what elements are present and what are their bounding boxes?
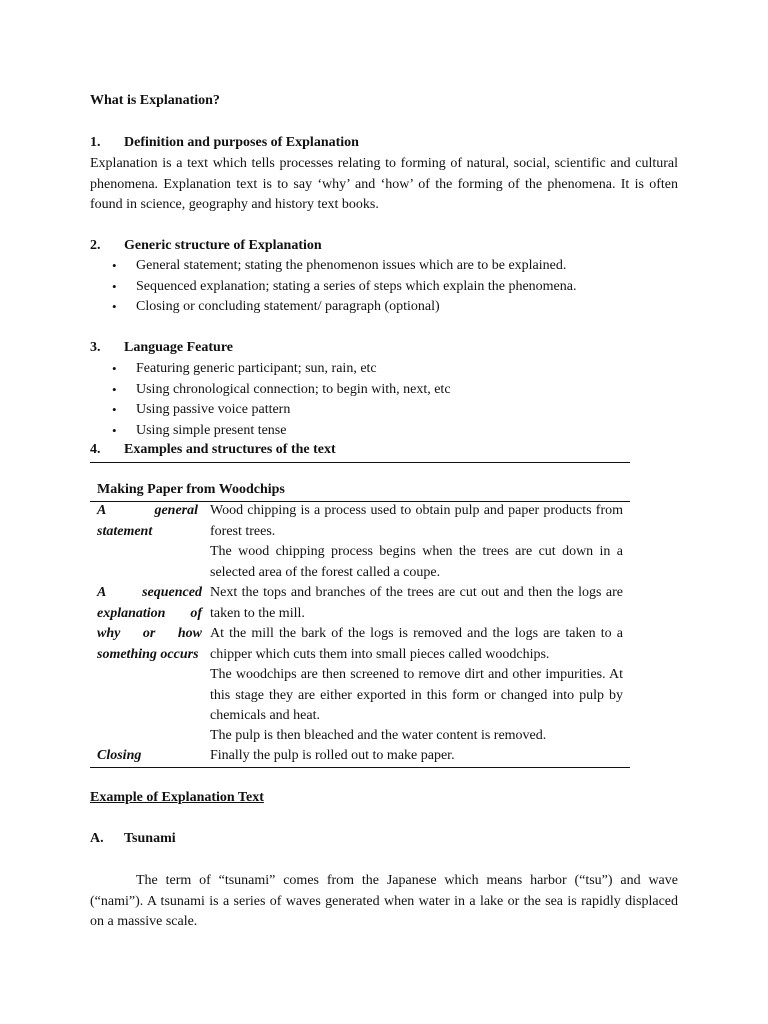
section-2-heading xyxy=(90,238,322,254)
table-cell: At the mill the bark of the logs is removed and the logs are taken to a chipper which cuts them into small pieces called woodchips. xyxy=(210,626,623,662)
section-2-bullet-list xyxy=(112,256,672,318)
table-cell: Wood chipping is a process used to obtain pulp and paper products from forest trees. xyxy=(210,503,623,539)
list-item: • Featuring generic participant; sun, rain, etc xyxy=(112,359,672,380)
section-2-number: 2. xyxy=(90,238,101,253)
list-item: • Sequenced explanation; stating a series of steps which explain the phenomena. xyxy=(112,277,672,298)
section-4-number: 4. xyxy=(90,442,101,457)
section-4-heading xyxy=(90,442,336,458)
table-cell: Finally the pulp is rolled out to make paper. xyxy=(210,748,455,763)
section-3-number: 3. xyxy=(90,340,101,355)
list-item: • Closing or concluding statement/ paragraph (optional) xyxy=(112,297,672,318)
example-title: Example of Explanation Text xyxy=(90,790,264,805)
section-4-title: Examples and structures of the text xyxy=(124,442,336,457)
table-top-rule xyxy=(90,462,630,463)
list-item: • General statement; stating the phenomenon issues which are to be explained. xyxy=(112,256,672,277)
list-item: • Using chronological connection; to begin with, next, etc xyxy=(112,380,672,401)
section-1-paragraph: Explanation is a text which tells processes relating to forming of natural, social, scientific and cultural phenomena. Explanation text is to say ‘why’ and ‘how’ of the forming of the phenomena. It is often found in science, geography and history text books. xyxy=(90,156,678,213)
table-bottom-rule xyxy=(90,767,630,768)
section-3-title: Language Feature xyxy=(124,340,234,355)
example-section-title: Tsunami xyxy=(124,831,176,846)
list-item: • Using passive voice pattern xyxy=(112,400,672,421)
example-section-number: A. xyxy=(90,831,104,846)
section-3-heading xyxy=(90,340,233,356)
table-label-general-statement: A general statement xyxy=(97,503,198,539)
list-item: • Using simple present tense xyxy=(112,421,672,442)
document-title: What is Explanation? xyxy=(90,93,220,108)
table-title: Making Paper from Woodchips xyxy=(97,482,285,497)
example-section-heading xyxy=(90,831,176,847)
example-paragraph: The term of “tsunami” comes from the Japanese which means harbor (“tsu”) and wave (“nami”). A tsunami is a series of waves generated when water in a lake or the sea is rapidly displaced on a massive scale. xyxy=(90,873,678,930)
table-cell: Next the tops and branches of the trees are cut out and then the logs are taken to the mill. xyxy=(210,585,623,621)
section-1-title: Definition and purposes of Explanation xyxy=(124,135,359,150)
table-cell: The pulp is then bleached and the water content is removed. xyxy=(210,728,547,743)
section-1-number: 1. xyxy=(90,135,101,150)
section-3-bullet-list xyxy=(112,359,672,442)
table-label-sequenced-explanation: A sequenced explanation of why or how something occurs xyxy=(97,585,202,663)
section-1-heading xyxy=(90,135,359,151)
section-2-title: Generic structure of Explanation xyxy=(124,238,322,253)
table-cell: The woodchips are then screened to remove dirt and other impurities. At this stage they are either exported in this form or changed into pulp by chemicals and heat. xyxy=(210,667,623,724)
table-label-closing: Closing xyxy=(97,748,142,763)
table-cell: The wood chipping process begins when the trees are cut down in a selected area of the forest called a coupe. xyxy=(210,544,623,580)
